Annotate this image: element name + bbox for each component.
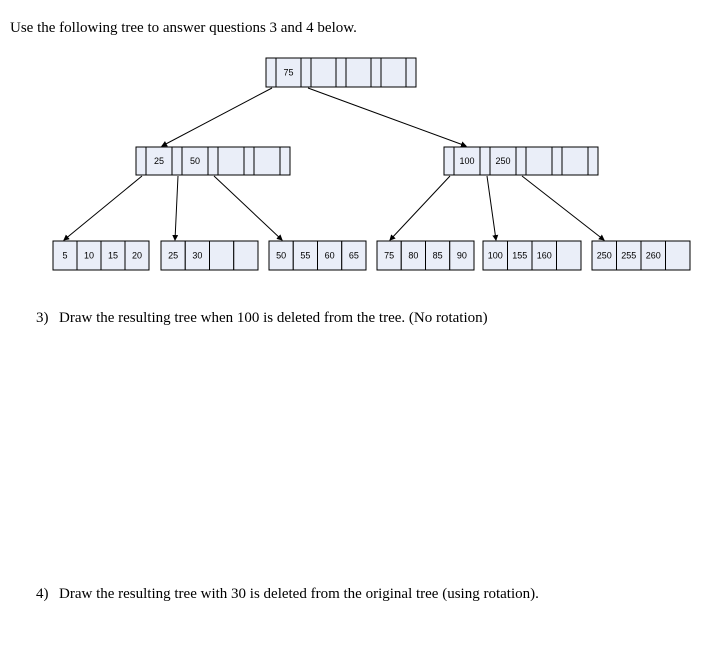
tree-edge (162, 88, 272, 146)
pointer-cell (266, 58, 276, 87)
leaf-key-cell (666, 241, 691, 270)
leaf-key-cell (234, 241, 258, 270)
leaf-node-3 (269, 241, 366, 270)
leaf-key-label: 250 (596, 250, 612, 261)
instructions-text: Use the following tree to answer questions 3 and 4 below. (10, 20, 357, 36)
key-cell (381, 58, 406, 87)
leaf-node-4 (377, 241, 474, 270)
key-label: 50 (189, 156, 201, 166)
tree-nodes (53, 58, 690, 270)
leaf-key-label: 80 (408, 250, 419, 261)
question-4-text: Draw the resulting tree with 30 is deleted from the original tree (using rotation). (59, 586, 539, 602)
leaf-key-label: 155 (512, 250, 528, 261)
leaf-key-label: 100 (487, 250, 503, 261)
leaf-key-label: 85 (432, 250, 443, 261)
pointer-cell (280, 147, 290, 175)
leaf-key-label: 5 (62, 250, 68, 261)
key-label: 25 (153, 156, 165, 166)
leaf-key-label: 30 (192, 250, 203, 261)
pointer-cell (208, 147, 218, 175)
root-node (266, 58, 416, 87)
key-label: 75 (283, 67, 294, 78)
pointer-cell (136, 147, 146, 175)
leaf-key-label: 65 (348, 250, 359, 261)
question-4 (36, 586, 539, 603)
leaf-node-2 (161, 241, 258, 270)
b-plus-tree-diagram (0, 0, 727, 300)
leaf-key-label: 90 (456, 250, 467, 261)
internal-node-2 (444, 147, 598, 175)
tree-edge (308, 88, 466, 146)
internal-node-1 (136, 147, 290, 175)
leaf-key-label: 160 (536, 250, 552, 261)
pointer-cell (552, 147, 562, 175)
pointer-cell (244, 147, 254, 175)
leaf-node-1 (53, 241, 149, 270)
leaf-key-label: 20 (131, 250, 143, 261)
key-cell (311, 58, 336, 87)
leaf-key-label: 75 (384, 250, 395, 261)
leaf-node-6 (592, 241, 690, 270)
leaf-key-label: 255 (621, 250, 637, 261)
pointer-cell (301, 58, 311, 87)
pointer-cell (371, 58, 381, 87)
leaf-key-label: 55 (300, 250, 311, 261)
key-label: 100 (459, 156, 475, 166)
leaf-key-label: 10 (83, 250, 95, 261)
key-cell (526, 147, 552, 175)
pointer-cell (336, 58, 346, 87)
tree-edge (522, 176, 604, 240)
key-cell (346, 58, 371, 87)
tree-edge (214, 176, 282, 240)
question-3-number: 3) (36, 310, 49, 326)
key-label: 250 (495, 156, 511, 166)
leaf-key-label: 25 (168, 250, 179, 261)
leaf-key-cell (210, 241, 234, 270)
leaf-key-label: 260 (645, 250, 661, 261)
pointer-cell (406, 58, 416, 87)
leaf-key-label: 50 (276, 250, 287, 261)
tree-edge (487, 176, 496, 240)
key-cell (218, 147, 244, 175)
tree-edge (390, 176, 450, 240)
pointer-cell (516, 147, 526, 175)
leaf-key-label: 60 (324, 250, 335, 261)
pointer-cell (444, 147, 454, 175)
leaf-key-cell (557, 241, 582, 270)
question-3-text: Draw the resulting tree when 100 is deleted from the tree. (No rotation) (59, 310, 488, 326)
pointer-cell (172, 147, 182, 175)
pointer-cell (480, 147, 490, 175)
leaf-key-label: 15 (107, 250, 119, 261)
leaf-node-5 (483, 241, 581, 270)
question-4-number: 4) (36, 586, 49, 602)
tree-edge (64, 176, 142, 240)
key-cell (254, 147, 280, 175)
tree-edge (175, 176, 178, 240)
key-cell (562, 147, 588, 175)
question-3 (36, 310, 488, 327)
pointer-cell (588, 147, 598, 175)
